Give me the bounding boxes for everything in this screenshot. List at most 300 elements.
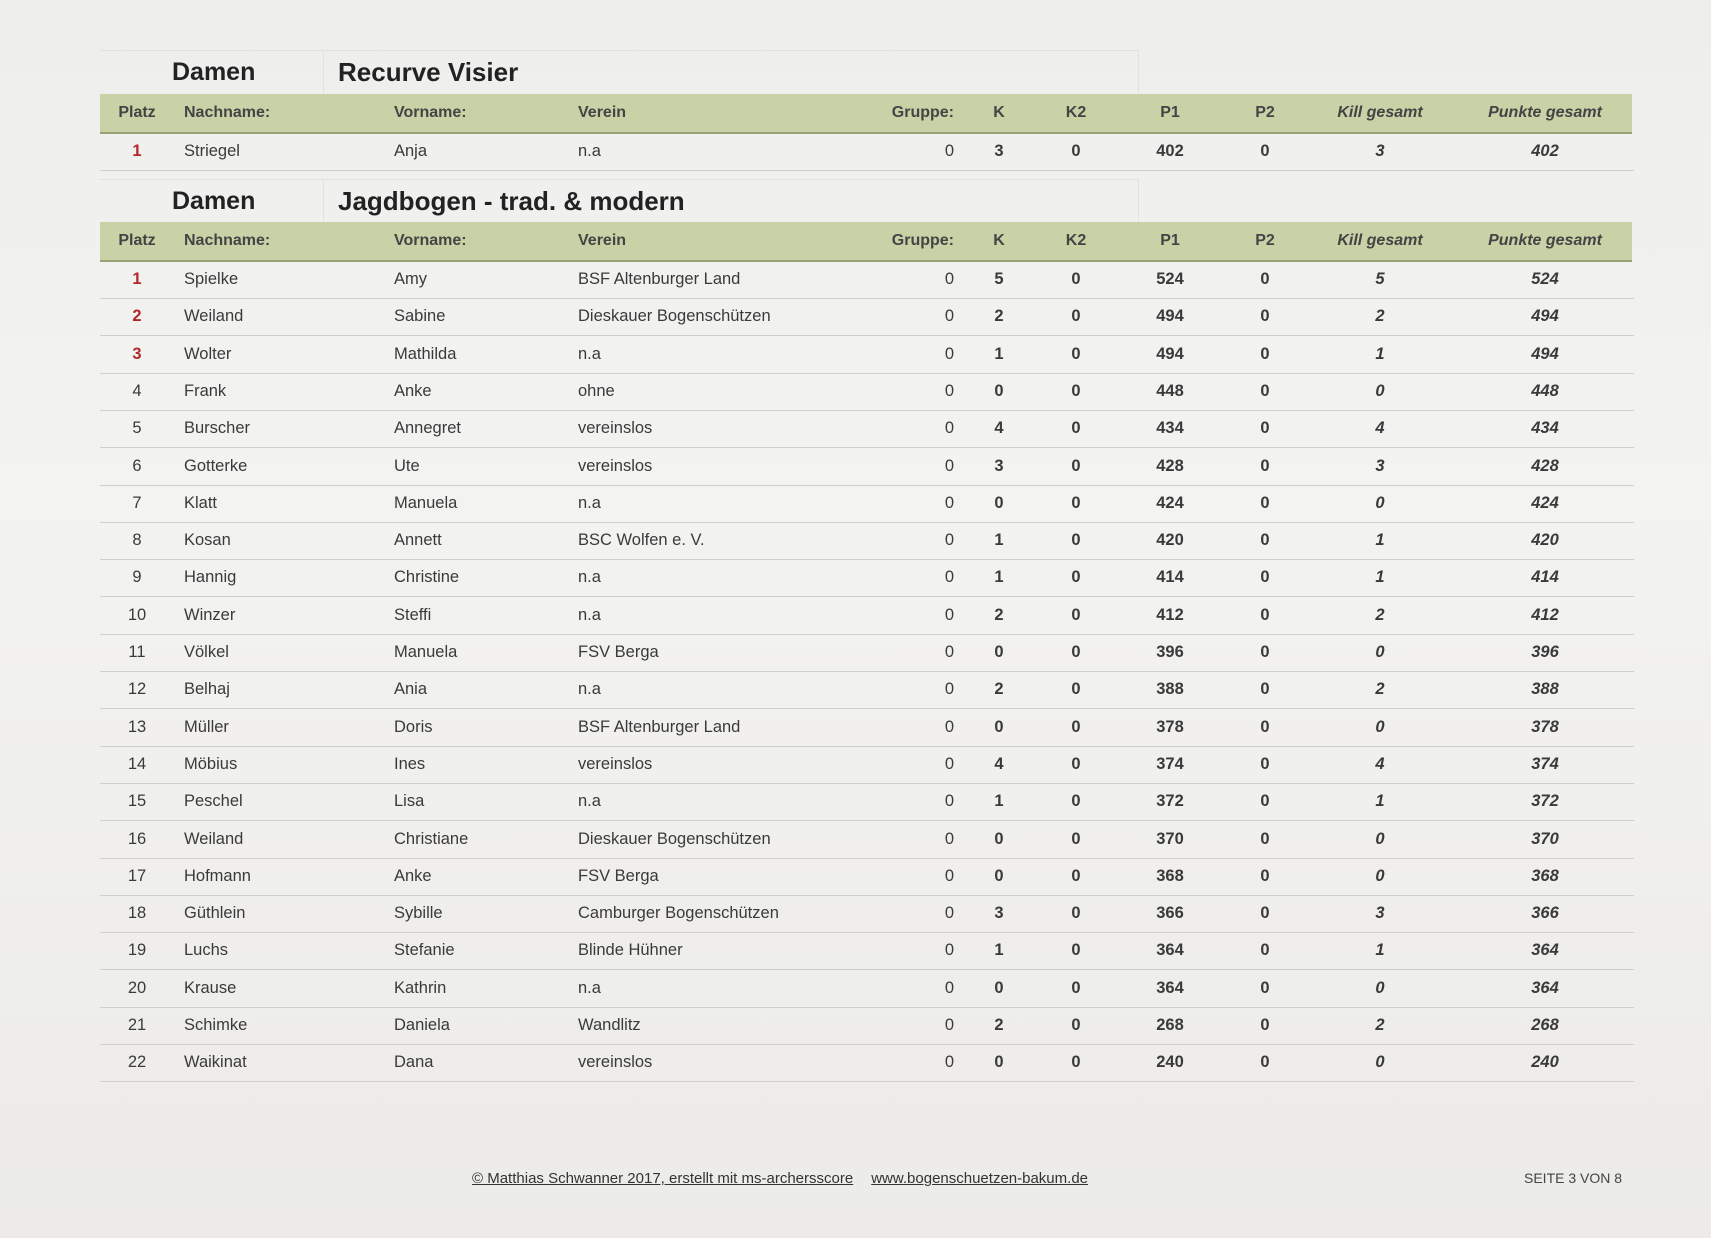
cell-p2: 0: [1260, 419, 1270, 438]
table-row: [100, 1007, 1634, 1045]
table-row: [100, 821, 1634, 859]
cell-nachname: Belhaj: [184, 680, 230, 699]
cell-p1: 396: [1156, 643, 1184, 661]
cell-verein: n.a: [578, 344, 601, 363]
cell-platz: 19: [127, 941, 147, 960]
cell-vorname: Doris: [394, 717, 433, 736]
cell-verein: n.a: [578, 568, 601, 587]
section-category: Damen: [100, 51, 324, 93]
cell-vorname: Daniela: [394, 1016, 450, 1034]
cell-vorname: Steffi: [394, 605, 432, 624]
cell-k2: 0: [1071, 456, 1081, 475]
cell-nachname: Güthlein: [184, 904, 246, 923]
cell-punkte: 414: [1531, 568, 1559, 587]
cell-vorname: Christine: [394, 568, 460, 587]
cell-gruppe: 0: [944, 568, 954, 587]
cell-verein: n.a: [578, 493, 601, 512]
cell-k2: 0: [1071, 941, 1081, 960]
cell-verein: Wandlitz: [578, 1016, 641, 1034]
cell-punkte: 402: [1531, 142, 1559, 160]
cell-nachname: Striegel: [184, 142, 240, 160]
cell-k: 1: [994, 792, 1004, 811]
cell-k2: 0: [1071, 307, 1081, 326]
cell-k: 2: [994, 1016, 1004, 1034]
table-row: [100, 133, 1634, 171]
cell-punkte: 388: [1531, 680, 1559, 699]
cell-nachname: Klatt: [184, 493, 218, 512]
table-row: [100, 746, 1634, 784]
cell-punkte: 412: [1531, 605, 1559, 624]
cell-p1: 402: [1156, 142, 1184, 160]
col-p2: P2: [1255, 104, 1275, 121]
cell-kill: 1: [1375, 792, 1385, 811]
cell-p1: 494: [1156, 344, 1184, 363]
cell-platz: 21: [127, 1016, 147, 1034]
col-vorname: Vorname:: [394, 104, 467, 121]
cell-kill: 1: [1375, 941, 1385, 960]
cell-p1: 240: [1156, 1053, 1184, 1072]
cell-punkte: 396: [1531, 643, 1559, 661]
section-class: Jagdbogen - trad. & modern: [338, 185, 685, 216]
cell-vorname: Ute: [394, 456, 420, 475]
cell-p2: 0: [1260, 978, 1270, 997]
cell-platz: 15: [127, 792, 147, 811]
section-class: Recurve Visier: [338, 56, 519, 87]
cell-p2: 0: [1260, 829, 1270, 848]
cell-k2: 0: [1071, 344, 1081, 363]
cell-vorname: Annegret: [394, 419, 461, 438]
cell-nachname: Kosan: [184, 531, 231, 550]
cell-p2: 0: [1260, 717, 1270, 736]
cell-verein: FSV Berga: [578, 643, 659, 661]
cell-k2: 0: [1071, 493, 1081, 512]
cell-gruppe: 0: [944, 419, 954, 438]
cell-punkte: 428: [1531, 456, 1559, 475]
table-row: [100, 410, 1634, 448]
cell-verein: n.a: [578, 680, 601, 699]
cell-punkte: 240: [1531, 1053, 1559, 1072]
col-platz: Platz: [118, 232, 156, 249]
cell-k2: 0: [1071, 531, 1081, 550]
cell-k: 0: [994, 978, 1004, 997]
cell-punkte: 434: [1531, 419, 1559, 438]
col-punkte-gesamt: Punkte gesamt: [1488, 232, 1602, 249]
cell-p1: 388: [1156, 680, 1184, 699]
footer-website-link[interactable]: www.bogenschuetzen-bakum.de: [871, 1170, 1088, 1187]
cell-k2: 0: [1071, 829, 1081, 848]
cell-p1: 524: [1156, 270, 1184, 288]
col-p1: P1: [1160, 104, 1180, 121]
cell-p1: 364: [1156, 941, 1184, 960]
cell-gruppe: 0: [944, 1016, 954, 1034]
cell-nachname: Möbius: [184, 754, 238, 773]
table-row: [100, 485, 1634, 523]
cell-k2: 0: [1071, 1016, 1081, 1034]
col-kill-gesamt: Kill gesamt: [1337, 232, 1423, 249]
cell-vorname: Mathilda: [394, 344, 457, 363]
cell-gruppe: 0: [944, 978, 954, 997]
table-row: [100, 709, 1634, 747]
cell-k: 1: [994, 531, 1004, 550]
cell-p2: 0: [1260, 680, 1270, 699]
cell-p1: 414: [1156, 568, 1184, 587]
cell-gruppe: 0: [944, 792, 954, 811]
cell-p2: 0: [1260, 531, 1270, 550]
cell-gruppe: 0: [944, 493, 954, 512]
cell-gruppe: 0: [944, 344, 954, 363]
col-vorname: Vorname:: [394, 232, 467, 249]
table-row: [100, 634, 1634, 672]
col-p2: P2: [1255, 232, 1275, 249]
cell-gruppe: 0: [944, 456, 954, 475]
cell-p1: 370: [1156, 829, 1184, 848]
cell-k: 0: [994, 717, 1004, 736]
table-row: [100, 671, 1634, 709]
cell-vorname: Sabine: [394, 307, 446, 326]
cell-k: 0: [994, 829, 1004, 848]
cell-kill: 3: [1375, 456, 1385, 475]
cell-p1: 494: [1156, 307, 1184, 326]
cell-vorname: Kathrin: [394, 978, 447, 997]
cell-platz: 4: [132, 381, 142, 400]
cell-nachname: Weiland: [184, 829, 244, 848]
cell-vorname: Anke: [394, 381, 432, 400]
cell-punkte: 372: [1531, 792, 1559, 811]
table-row: [100, 336, 1634, 374]
cell-verein: n.a: [578, 142, 601, 160]
col-nachname: Nachname:: [184, 232, 271, 249]
cell-vorname: Stefanie: [394, 941, 455, 960]
cell-gruppe: 0: [944, 829, 954, 848]
cell-platz: 14: [127, 754, 147, 773]
cell-kill: 4: [1375, 419, 1385, 438]
table-row: [100, 895, 1634, 933]
cell-punkte: 368: [1531, 866, 1559, 885]
cell-verein: BSF Altenburger Land: [578, 717, 741, 736]
cell-platz: 22: [127, 1053, 147, 1072]
cell-p2: 0: [1260, 754, 1270, 773]
table-row: [100, 261, 1634, 299]
cell-nachname: Hannig: [184, 568, 237, 587]
cell-kill: 0: [1375, 1053, 1385, 1072]
col-nachname: Nachname:: [184, 104, 271, 121]
table-row: [100, 448, 1634, 486]
cell-kill: 0: [1375, 829, 1385, 848]
col-verein: Verein: [578, 104, 627, 121]
cell-p2: 0: [1260, 456, 1270, 475]
cell-kill: 0: [1375, 717, 1385, 736]
cell-k: 5: [994, 270, 1004, 288]
cell-platz: 8: [132, 531, 142, 550]
cell-p1: 364: [1156, 978, 1184, 997]
cell-nachname: Burscher: [184, 419, 251, 438]
cell-platz: 3: [132, 344, 142, 363]
cell-verein: FSV Berga: [578, 866, 659, 885]
table-row: [100, 373, 1634, 411]
cell-platz: 16: [127, 829, 147, 848]
cell-k2: 0: [1071, 792, 1081, 811]
col-k: K: [993, 232, 1005, 249]
table-row: [100, 932, 1634, 970]
cell-p1: 378: [1156, 717, 1184, 736]
cell-nachname: Völkel: [184, 643, 229, 661]
cell-k2: 0: [1071, 568, 1081, 587]
cell-p2: 0: [1260, 568, 1270, 587]
cell-verein: Camburger Bogenschützen: [578, 904, 779, 923]
cell-nachname: Spielke: [184, 270, 239, 288]
cell-nachname: Gotterke: [184, 456, 248, 475]
cell-platz: 11: [128, 643, 146, 661]
cell-kill: 2: [1375, 605, 1385, 624]
cell-k2: 0: [1071, 1053, 1081, 1072]
cell-vorname: Christiane: [394, 829, 469, 848]
cell-nachname: Luchs: [184, 941, 229, 960]
cell-p2: 0: [1260, 270, 1270, 288]
cell-gruppe: 0: [944, 381, 954, 400]
cell-p2: 0: [1260, 344, 1270, 363]
cell-k: 1: [994, 941, 1004, 960]
table-row: [100, 597, 1634, 635]
cell-kill: 0: [1375, 866, 1385, 885]
cell-nachname: Weiland: [184, 307, 244, 326]
cell-p1: 368: [1156, 866, 1184, 885]
cell-k: 2: [994, 680, 1004, 699]
cell-platz: 2: [132, 307, 142, 326]
cell-verein: ohne: [578, 381, 615, 400]
cell-p2: 0: [1260, 866, 1270, 885]
cell-kill: 1: [1375, 531, 1385, 550]
cell-gruppe: 0: [944, 680, 954, 699]
table-row: [100, 559, 1634, 597]
section-header-recurve: [100, 50, 1139, 93]
cell-p1: 434: [1156, 419, 1184, 438]
cell-k: 3: [994, 904, 1004, 923]
cell-platz: 1: [132, 142, 142, 160]
cell-kill: 2: [1375, 680, 1385, 699]
cell-gruppe: 0: [944, 1053, 954, 1072]
cell-verein: n.a: [578, 978, 601, 997]
cell-vorname: Anke: [394, 866, 432, 885]
col-kill-gesamt: Kill gesamt: [1337, 104, 1423, 121]
cell-k2: 0: [1071, 978, 1081, 997]
cell-p2: 0: [1260, 493, 1270, 512]
table-row: [100, 522, 1634, 560]
cell-kill: 0: [1375, 643, 1385, 661]
col-k2: K2: [1065, 232, 1087, 249]
cell-vorname: Ines: [394, 754, 426, 773]
cell-p2: 0: [1260, 381, 1270, 400]
cell-platz: 13: [127, 717, 147, 736]
cell-punkte: 364: [1531, 978, 1559, 997]
cell-vorname: Annett: [394, 531, 442, 550]
cell-k: 0: [994, 1053, 1004, 1072]
col-platz: Platz: [118, 104, 156, 121]
cell-gruppe: 0: [944, 307, 954, 326]
cell-nachname: Frank: [184, 381, 227, 400]
cell-verein: n.a: [578, 792, 601, 811]
cell-k: 3: [994, 142, 1004, 160]
cell-p2: 0: [1260, 142, 1270, 160]
cell-punkte: 370: [1531, 829, 1559, 848]
cell-p2: 0: [1260, 1053, 1270, 1072]
col-p1: P1: [1160, 232, 1180, 249]
cell-verein: Dieskauer Bogenschützen: [578, 307, 771, 326]
cell-p2: 0: [1260, 941, 1270, 960]
cell-k2: 0: [1071, 605, 1081, 624]
cell-nachname: Winzer: [184, 605, 236, 624]
cell-k2: 0: [1071, 866, 1081, 885]
cell-vorname: Ania: [394, 680, 428, 699]
cell-kill: 5: [1375, 270, 1385, 288]
table-row: [100, 783, 1634, 821]
cell-k: 4: [994, 419, 1004, 438]
cell-kill: 1: [1375, 568, 1385, 587]
cell-punkte: 378: [1531, 717, 1559, 736]
cell-punkte: 524: [1531, 270, 1559, 288]
cell-verein: BSF Altenburger Land: [578, 270, 741, 288]
cell-kill: 1: [1375, 344, 1385, 363]
cell-verein: vereinslos: [578, 754, 653, 773]
section-category: Damen: [100, 180, 324, 222]
cell-k: 0: [994, 493, 1004, 512]
cell-nachname: Hofmann: [184, 866, 251, 885]
col-k: K: [993, 104, 1005, 121]
cell-k2: 0: [1071, 904, 1081, 923]
section-header-jagdbogen: [100, 179, 1139, 222]
cell-kill: 0: [1375, 381, 1385, 400]
cell-kill: 2: [1375, 1016, 1385, 1034]
col-gruppe: Gruppe:: [891, 104, 954, 121]
cell-p2: 0: [1260, 904, 1270, 923]
cell-k: 2: [994, 307, 1004, 326]
cell-gruppe: 0: [944, 142, 954, 160]
cell-p1: 412: [1156, 605, 1184, 624]
cell-p1: 268: [1156, 1016, 1184, 1034]
cell-k: 1: [994, 568, 1004, 587]
footer-credit: [472, 1170, 1088, 1187]
cell-vorname: Manuela: [394, 493, 458, 512]
column-header-row: [100, 94, 1632, 134]
cell-nachname: Wolter: [184, 344, 232, 363]
cell-vorname: Amy: [394, 270, 427, 288]
cell-nachname: Schimke: [184, 1016, 248, 1034]
cell-punkte: 374: [1531, 754, 1559, 773]
cell-p2: 0: [1260, 605, 1270, 624]
cell-p1: 374: [1156, 754, 1184, 773]
cell-p1: 428: [1156, 456, 1184, 475]
cell-verein: vereinslos: [578, 419, 653, 438]
cell-platz: 17: [127, 866, 147, 885]
cell-k2: 0: [1071, 717, 1081, 736]
cell-p2: 0: [1260, 1016, 1270, 1034]
cell-nachname: Waikinat: [184, 1053, 247, 1072]
cell-punkte: 494: [1531, 344, 1559, 363]
cell-punkte: 494: [1531, 307, 1559, 326]
cell-verein: Dieskauer Bogenschützen: [578, 829, 771, 848]
table-row: [100, 1044, 1634, 1082]
cell-gruppe: 0: [944, 866, 954, 885]
cell-vorname: Anja: [394, 142, 428, 160]
table-row: [100, 858, 1634, 896]
cell-vorname: Lisa: [394, 792, 425, 811]
cell-punkte: 420: [1531, 531, 1559, 550]
table-row: [100, 298, 1634, 336]
footer-copyright: © Matthias Schwanner 2017, erstellt mit ms-archersscore: [472, 1170, 854, 1187]
cell-kill: 2: [1375, 307, 1385, 326]
cell-platz: 6: [132, 456, 142, 475]
cell-platz: 12: [127, 680, 147, 699]
cell-platz: 7: [132, 493, 142, 512]
cell-p2: 0: [1260, 643, 1270, 661]
col-punkte-gesamt: Punkte gesamt: [1488, 104, 1602, 121]
cell-k: 1: [994, 344, 1004, 363]
cell-k: 0: [994, 381, 1004, 400]
cell-verein: vereinslos: [578, 1053, 653, 1072]
cell-kill: 3: [1375, 142, 1385, 160]
cell-vorname: Dana: [394, 1053, 434, 1072]
cell-k2: 0: [1071, 142, 1081, 160]
cell-platz: 1: [132, 270, 142, 288]
cell-punkte: 448: [1531, 381, 1559, 400]
page-number: SEITE 3 VON 8: [1524, 1170, 1623, 1186]
cell-k: 0: [994, 866, 1004, 885]
cell-gruppe: 0: [944, 270, 954, 288]
cell-platz: 9: [132, 568, 142, 587]
cell-k2: 0: [1071, 419, 1081, 438]
col-gruppe: Gruppe:: [891, 232, 954, 249]
cell-k: 0: [994, 643, 1004, 661]
cell-gruppe: 0: [944, 717, 954, 736]
col-verein: Verein: [578, 232, 627, 249]
cell-gruppe: 0: [944, 643, 954, 661]
cell-gruppe: 0: [944, 605, 954, 624]
cell-platz: 18: [127, 904, 147, 923]
cell-p2: 0: [1260, 307, 1270, 326]
cell-vorname: Manuela: [394, 643, 458, 661]
cell-k: 2: [994, 605, 1004, 624]
cell-verein: n.a: [578, 605, 601, 624]
cell-p1: 424: [1156, 493, 1184, 512]
cell-kill: 4: [1375, 754, 1385, 773]
cell-nachname: Krause: [184, 978, 237, 997]
cell-gruppe: 0: [944, 754, 954, 773]
cell-platz: 5: [132, 419, 142, 438]
cell-k: 3: [994, 456, 1004, 475]
cell-verein: Blinde Hühner: [578, 941, 683, 960]
cell-punkte: 364: [1531, 941, 1559, 960]
cell-platz: 10: [127, 605, 147, 624]
cell-vorname: Sybille: [394, 904, 443, 923]
cell-k2: 0: [1071, 270, 1081, 288]
cell-punkte: 424: [1531, 493, 1559, 512]
cell-platz: 20: [127, 978, 147, 997]
cell-kill: 3: [1375, 904, 1385, 923]
cell-nachname: Peschel: [184, 792, 243, 811]
table-row: [100, 970, 1634, 1008]
cell-kill: 0: [1375, 493, 1385, 512]
cell-gruppe: 0: [944, 904, 954, 923]
cell-k2: 0: [1071, 643, 1081, 661]
cell-k2: 0: [1071, 754, 1081, 773]
cell-gruppe: 0: [944, 531, 954, 550]
cell-nachname: Müller: [184, 717, 229, 736]
cell-punkte: 366: [1531, 904, 1559, 923]
cell-k2: 0: [1071, 680, 1081, 699]
cell-p1: 366: [1156, 904, 1184, 923]
cell-p1: 372: [1156, 792, 1184, 811]
cell-verein: vereinslos: [578, 456, 653, 475]
column-header-row: [100, 222, 1632, 262]
